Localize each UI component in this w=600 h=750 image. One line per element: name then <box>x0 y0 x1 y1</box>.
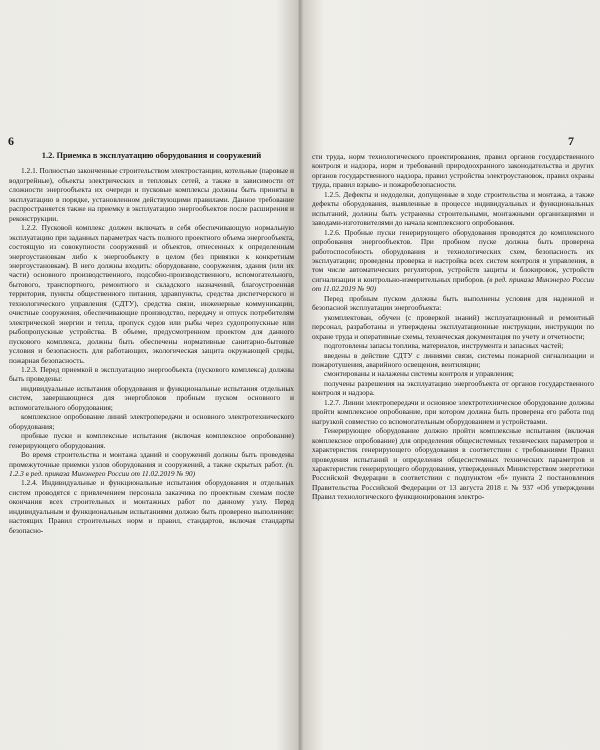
paragraph-before-trial-run: Перед пробным пуском должны быть выполнены условия для надежной и безопасной эксплуатации энергообъекта: <box>312 293 594 313</box>
list-item-complex-testing: комплексное опробование линий электропередачи и основного электротехнического оборудования; <box>9 412 294 431</box>
list-item-personnel: укомплектован, обучен (с проверкой знаний) эксплуатационный и ремонтный персонал, разработаны и утверждены эксплуатационные инструкции, инструкции по охране труда и оперативные схемы, техническая документация по учету и отчетности; <box>312 312 594 341</box>
paragraph-1-2-4: 1.2.4. Индивидуальные и функциональные испытания оборудования и отдельных систем проводятся с привлечением персонала заказчика по проектным схемам после окончания всех строительных и монтажных работ по данному узлу. Перед индивидуальным и функциональным испытаниями должно быть проверено выполнение: настоящих Правил строительных норм и правил, стандартов, включая стандарты безопасно- <box>9 478 294 535</box>
list-item-control-systems: смонтированы и налажены системы контроля и управления; <box>324 369 514 379</box>
paragraph-1-2-7: 1.2.7. Линии электропередачи и основное электротехническое оборудование должны пройти комплексное опробование, при котором должна быть проверена его работа под нагрузкой совместно со вспомогательным оборудованием и устройствами. <box>312 397 594 426</box>
paragraph-continuation: сти труда, норм технологического проектирования, правил органов государственного контроля и надзора, норм и требований природоохранного законодательства и других органов государственного надзора, правил устройства электроустановок, правил охраны труда, правил взрыво- и пожаробезопасности. <box>312 152 594 190</box>
list-item-individual-tests: индивидуальные испытания оборудования и функциональные испытания отдельных систем, завершающиеся для энергоблоков пробным пуском основного и вспомогательного оборудования; <box>9 383 294 412</box>
paragraph-1-2-5: 1.2.5. Дефекты и недоделки, допущенные в ходе строительства и монтажа, а также дефекты оборудования, выявленные в процессе индивидуальных и функциональных испытаний, должны быть устранены строительными, монтажными организациями и заводами-изготовителями до начала комплексного опробования. <box>312 189 594 228</box>
amendment-note: (п. 1.2.3 в ред. приказа Минэнерго России от 11.02.2019 № 90) <box>9 459 294 478</box>
paragraph-1-2-2: 1.2.2. Пусковой комплекс должен включать в себя обеспечивающую нормальную эксплуатацию при заданных параметрах часть полного проектного объема энергообъекта, состоящую из совокупности сооружений и объектов, отнесенных к определенным энергоустановкам либо к энергообъекту в целом (без привязки к конкретным энергоустановкам). В него должны входить: оборудование, сооружения, здания (или их части) основного производственного, подсобно-производственного, вспомогательного, бытового, транспортного, ремонтного и складского назначений, благоустроенная территория, пункты общественного питания, здравпункты, средства диспетчерского и технологического управления (СДТУ), средства связи, инженерные коммуникации, очистные сооружения, обеспечивающие производство, передачу и отпуск потребителям электрической энергии и тепла, пропуск судов или рыбы через судопропускные или рыбопропускные устройства. В объеме, предусмотренном проектом для данного пускового комплекса, должны быть обеспечены нормативные санитарно-бытовые условия и безопасность для работающих, экологическая защита окружающей среды, пожарная безопасность. <box>9 223 294 365</box>
right-page-number: 7 <box>568 134 574 148</box>
paragraph-1-2-6-text: 1.2.6. Пробные пуски генерирующего оборудования проводятся до комплексного опробования энергообъектов. При пробном пуске должна быть проверена работоспособность оборудования и технологических схем, безопасность их эксплуатации; проведены проверка и настройка всех систем контроля и управления, в том числе автоматических регуляторов, устройств защиты и блокировок, устройств сигнализации и контрольно-измерительных приборов. <box>312 227 594 284</box>
list-item-permits: получены разрешения на эксплуатацию энергообъекта от органов государственного контроля и надзора. <box>312 378 594 398</box>
paragraph-1-2-6 <box>312 228 594 294</box>
paragraph-1-2-3: 1.2.3. Перед приемкой в эксплуатацию энергообъекта (пускового комплекса) должны быть проведены: <box>9 364 294 384</box>
amendment-note: (в ред. приказа Минэнерго России от 11.02.2019 № 90) <box>312 274 594 294</box>
section-title: 1.2. Приемка в эксплуатацию оборудования и сооружений <box>41 151 262 160</box>
left-page <box>9 134 294 535</box>
left-page-number: 6 <box>8 134 14 148</box>
construction-acceptance-text: Во время строительства и монтажа зданий и сооружений должны быть проведены промежуточные приемки узлов оборудования и сооружений, а также скрытых работ. <box>9 450 294 469</box>
paragraph-construction-acceptance <box>9 450 294 478</box>
list-item-trial-runs: пробные пуски и комплексные испытания (включая комплексное опробование) генерирующего оборудования. <box>9 431 294 450</box>
paragraph-1-2-1: 1.2.1. Полностью законченные строительством электростанции, котельные (паровые и водогрейные), объекты электрических и тепловых сетей, а также в зависимости от сложности энергообъекта их очереди и пусковые комплексы должны быть приняты в эксплуатацию в порядке, установленном действующими правилами. Данное требование распространяется также на приемку в эксплуатацию энергообъектов после расширения и реконструкции. <box>9 166 294 223</box>
paragraph-generating-equipment: Генерирующее оборудование должно пройти комплексные испытания (включая комплексное опробование) для определения общесистемных технических параметров и характеристик генерирующего оборудования в соответствии с требованиями Правил проведения испытаний и определения общесистемных технических параметров и характеристик генерирующего оборудования, утвержденных Министерством энергетики Российской Федерации в соответствии с подпунктом «б» пункта 2 постановления Правительства Российской Федерации от 13 августа 2018 г. № 937 «Об утверждении Правил технологического функционирования электро- <box>312 426 594 502</box>
right-page <box>312 152 594 502</box>
list-item-sdtu: введены в действие СДТУ с линиями связи, системы пожарной сигнализации и пожаротушения, аварийного освещения, вентиляции; <box>312 350 594 369</box>
list-item-supplies: подготовлены запасы топлива, материалов, инструмента и запасных частей; <box>324 341 564 351</box>
